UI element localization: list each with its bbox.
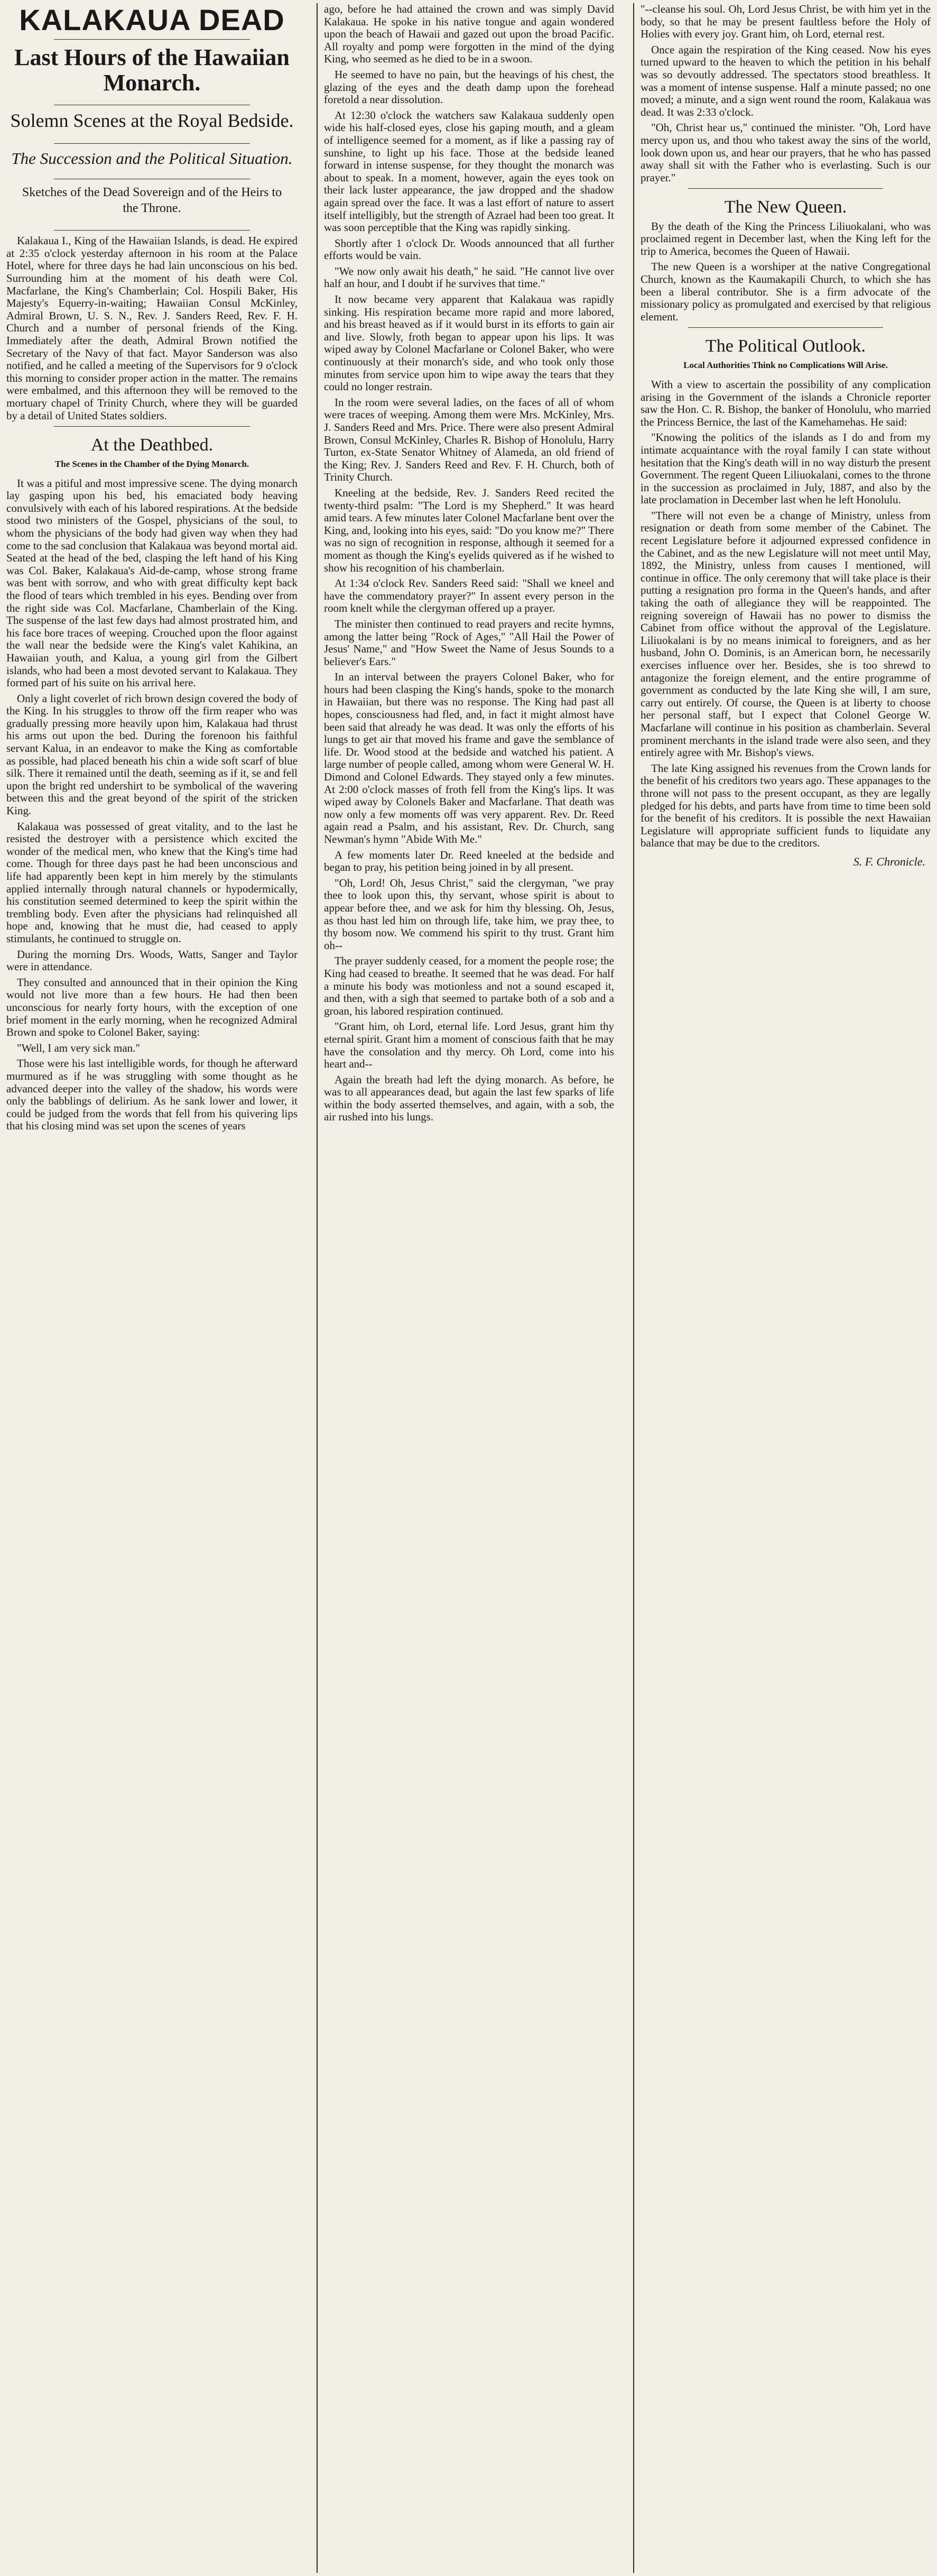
divider — [688, 327, 883, 328]
paragraph: It was a pitiful and most impressive scene. The dying monarch lay gasping upon his bed, his emaciated body heaving convulsively with each of his labored respirations. At the bedside stood two ministers of the Gospel, physicians of the soul, to whom the physicians of the body had given way when they had come to the sad conclusion that Kalakaua was beyond mortal aid. Seated at the head of the bed, clasping the left hand of his King was Col. Baker, Kalakaua's Aid-de-camp, whose strong frame was bent with sorrow, and who with great difficulty kept back the flood of tears which trembled in his eyes. Bending over from the right side was Col. Macfarlane, Chamberlain of the King. The suspense of the last few days had almost prostrated him, and his face bore traces of weeping. Crouched upon the floor against the wall near the bedside were the King's valet Kahikina, an Hawaiian youth, and Kalua, a young girl from the Gilbert islands, who had been a most devoted servant to Kalakaua. They formed part of his suite on his arrival here. — [6, 476, 298, 689]
paragraph: Once again the respiration of the King ceased. Now his eyes turned upward to the heaven to which the petition in his behalf was so devoutly addressed. The spectators stood breathless. It was a moment of intense suspense. Half a minute passed; no one moved; a minute, and a sign went round the room, Kalakaua was dead. It was 2:33 o'clock. — [641, 43, 931, 118]
paragraph: The minister then continued to read prayers and recite hymns, among the latter being "Rock of Ages," "All Hail the Power of Jesus' Name," and "How Sweet the Name of Jesus Sounds to a believer's Ears." — [324, 617, 614, 668]
paragraph: Kalakaua I., King of the Hawaiian Islands, is dead. He expired at 2:35 o'clock yesterday afternoon in his room at the Palace Hotel, where for three days he had lain unconscious on his bed. Surrounding him at the moment of his death were Col. Macfarlane, the King's Chamberlain; Col. Hospili Baker, His Majesty's Equerry-in-waiting; Hawaiian Consul McKinley, Admiral Brown, U. S. N., Rev. J. Sanders Reed, Rev. F. H. Church and a number of personal friends of the King. Immediately after the death, Admiral Brown notified the Secretary of the Navy of that fact. Mayor Sanderson was also notified, and he called a meeting of the Supervisors for 9 o'clock this morning to consider proper action in the matter. The remains were embalmed, and this afternoon they will be removed to the mortuary chapel of Trinity Church, where they will be guarded by a detail of United States soldiers. — [6, 234, 298, 422]
divider — [54, 39, 250, 40]
column-3 — [633, 3, 937, 2573]
source-credit: S. F. Chronicle. — [853, 854, 925, 868]
headline-deck-2: Solemn Scenes at the Royal Bedside. — [10, 110, 294, 132]
paragraph: Shortly after 1 o'clock Dr. Woods announced that all further efforts would be vain. — [324, 236, 614, 262]
paragraph: By the death of the King the Princess Liliuokalani, who was proclaimed regent in December last, when the King left for the trip to America, becomes the Queen of Hawaii. — [641, 219, 931, 257]
column-2 — [317, 3, 620, 2573]
paragraph: The late King assigned his revenues from the Crown lands for the benefit of his creditors two years ago. These appanages to the throne will not pass to the present occupant, as they are legally pledged for his debts, and parts have from time to time been sold for the benefit of his creditors. It is possible the next Hawaiian Legislature will appropriate sufficient funds to liquidate any balance that may be due to the creditors. — [641, 761, 931, 850]
paragraph: The new Queen is a worshiper at the native Congregational Church, known as the Kaumakapili Church, to which she has been a liberal contributor. She is a firm advocate of the missionary policy as promulgated and exercised by that religious element. — [641, 260, 931, 323]
paragraph: Those were his last intelligible words, for though he afterward murmured as if he was struggling with some thought as he advanced deeper into the valley of the shadow, his words were only the babblings of delirium. As he sank lower and lower, it could be judged from the words that fell from his quivering lips that his closing mind was set upon the scenes of years — [6, 1057, 298, 1133]
paragraph: ago, before he had attained the crown and was simply David Kalakaua. He spoke in his native tongue and again wondered upon the beach of Hawaii and gazed out upon the broad Pacific. All royalty and pomp were forgotten in the mind of the dying King, who seemed as he died to be in a swoon. — [324, 3, 614, 66]
paragraph: At 1:34 o'clock Rev. Sanders Reed said: "Shall we kneel and have the commendatory prayer?" In assent every person in the room knelt while the clergyman offered up a prayer. — [324, 577, 614, 615]
paragraph: "Oh, Lord! Oh, Jesus Christ," said the clergyman, "we pray thee to look upon this, thy servant, whose spirit is about to appear before thee, and we ask for him thy blessing. Oh, Jesus, as thou hast led him on through life, take him, we pray thee, to thy bosom now. We commend his spirit to thy trust. Grant him oh-- — [324, 876, 614, 952]
paragraph: Kalakaua was possessed of great vitality, and to the last he resisted the destroyer with a persistence which excited the wonder of the medical men, who knew that the King's time had come. Though for three days past he had been unconscious and life had apparently been kept in him merely by the stimulants applied internally through natural channels or hypodermically, his constitution seemed determined to keep the spirit within the trembling body. Even after the physicians had relinquished all hope and, knowing that he must die, had ceased to apply stimulants, he continued to struggle on. — [6, 820, 298, 945]
paragraph: At 12:30 o'clock the watchers saw Kalakaua suddenly open wide his half-closed eyes, close his gaping mouth, and a gleam of intelligence seemed for a moment, as if like a passing ray of sunshine, to light up his face. Those at the bedside leaned forward in intense suspense, for they thought the monarch was about to speak. In a moment, however, again the eyes took on their lack luster appearance, the jaw dropped and the shadow again spread over the face. It was a last effort of nature to assert itself intelligibly, but the strength of Azrael had been too great. It was soon perceptible that the King was rapidly sinking. — [324, 108, 614, 234]
paragraph: The prayer suddenly ceased, for a moment the people rose; the King had ceased to breathe. It seemed that he was dead. For half a minute his body was motionless and not a sound escaped it, and then, with a sigh that seemed to partake both of a sob and a groan, his labored respiration continued. — [324, 954, 614, 1017]
paragraph: Only a light coverlet of rich brown design covered the body of the King. In his struggles to throw off the firm reaper who was gradually pressing more heavily upon him, Kalakaua had thrust his arms out upon the bed. During the forenoon his faithful servant Kalua, in an endeavor to make the King as comfortable as possible, had placed beneath his chin a wide soft scarf of blue silk. There it remained until the death, seeming as if it, se and fell upon the bright red undershirt to be symbolical of the wavering between this and the great beyond of the spirit of the stricken King. — [6, 692, 298, 817]
paragraph: He seemed to have no pain, but the heavings of his chest, the glazing of the eyes and the death damp upon the forehead foretold a near dissolution. — [324, 68, 614, 106]
subheading-deathbed: At the Deathbed. — [90, 435, 214, 455]
paragraph: During the morning Drs. Woods, Watts, Sanger and Taylor were in attendance. — [6, 947, 298, 973]
divider — [688, 188, 883, 189]
paragraph: With a view to ascertain the possibility of any complication arising in the Government of the islands a Chronicle reporter saw the Hon. C. R. Bishop, the banker of Honolulu, who married the Princess Bernice, the last of the Kamehamehas. He said: — [641, 378, 931, 428]
paragraph: It now became very apparent that Kalakaua was rapidly sinking. His respiration became more rapid and more labored, and his breast heaved as if it would burst in its efforts to gain air and live. Slowly, froth began to appear upon his lips. It was wiped away by Colonel Macfarlane or Colonel Baker, who were continuously at their monarch's side, and who took only those minutes from service upon him to wipe away the tears that they could no longer restrain. — [324, 293, 614, 393]
subheading-political-outlook-deck: Local Authorities Think no Complications Will Arise. — [683, 360, 888, 370]
paragraph: "Oh, Christ hear us," continued the minister. "Oh, Lord have mercy upon us, and thou who takest away the sins of the world, look down upon us, and hear our prayers, that he who has passed away shall sit with the Father who is everlasting. Such is our prayer." — [641, 121, 931, 184]
column-1 — [0, 3, 304, 2573]
paragraph: "We now only await his death," he said. "He cannot live over half an hour, and I doubt if he survives that time." — [324, 264, 614, 290]
paragraph: "--cleanse his soul. Oh, Lord Jesus Christ, be with him yet in the body, so that he may be present faultless before the Holy of Holies with every joy. Grant him, oh Lord, eternal rest. — [641, 3, 931, 41]
subheading-new-queen: The New Queen. — [724, 197, 847, 217]
paragraph: "Grant him, oh Lord, eternal life. Lord Jesus, grant him thy eternal spirit. Grant him a moment of conscious faith that he may have the consolation and thy mercy. Oh Lord, come into his heart and-- — [324, 1020, 614, 1071]
paragraph: Again the breath had left the dying monarch. As before, he was to all appearances dead, but again the last few sparks of life within the body asserted themselves, and again, with a sob, the air rushed into his lungs. — [324, 1073, 614, 1124]
divider — [54, 426, 250, 427]
paragraph: In an interval between the prayers Colonel Baker, who for hours had been clasping the King's hands, spoke to the monarch in Hawaiian, but there was no response. The King had past all hopes, consciousness had fled, and, in fact it might almost have been said that already he was dead. It was only the efforts of his lungs to get air that moved his frame and gave the semblance of life. Dr. Wood stood at the bedside and watched his patient. A large number of people called, among whom were General W. H. Dimond and Colonel Edwards. They stayed only a few minutes. At 2:00 o'clock masses of froth fell from the King's lips. It was wiped away by Colonels Baker and Macfarlane. That death was now only a few moments off was very apparent. Rev. Dr. Reed again read a Psalm, and his assistant, Rev. Dr. Church, sang Newman's hymn "Abide With Me." — [324, 670, 614, 845]
paragraph: "There will not even be a change of Ministry, unless from resignation or death from some member of the Cabinet. The recent Legislature before it adjourned expressed confidence in the Cabinet, and as the new Legislature will not meet until May, 1892, the Ministry, unless from causes I mentioned, will continue in office. The only ceremony that will take place is their putting a resignation pro forma in the Queen's hands, and after taking the oath of allegiance they will be reappointed. The reigning sovereign of Hawaii has no power to dismiss the Cabinet from office without the approval of the Legislature. Liliuokalani is by no means inimical to foreigners, and as her husband, John O. Dominis, is an American born, he necessarily exercises influence over her. Besides, she is too shrewd to antagonize the foreign element, and the entire programme of government as conducted by the late King she will, I am sure, carry out entirely. Of course, the Queen is at liberty to choose her personal staff, but I expect that Colonel George W. Macfarlane will continue in his position as chamberlain. Several prominent merchants in the island trade were also seen, and they entirely agree with Mr. Bishop's views. — [641, 509, 931, 759]
paragraph: Kneeling at the bedside, Rev. J. Sanders Reed recited the twenty-third psalm: "The Lord is my Shepherd." It was heard amid tears. A few minutes later Colonel Macfarlane bent over the King, and, looking into his eyes, said: "Do you know me?" There was no sign of recognition in response, although it seemed for a moment as though the King's eyelids quivered as if he wished to show his recognition of his chamberlain. — [324, 486, 614, 574]
paragraph: A few moments later Dr. Reed kneeled at the bedside and began to pray, his petition being joined in by all present. — [324, 848, 614, 874]
paragraph: "Well, I am very sick man." — [17, 1041, 140, 1054]
headline-deck-1: Last Hours of the Hawaiian Monarch. — [14, 44, 290, 96]
divider — [54, 143, 250, 144]
headline-deck-4: Sketches of the Dead Sovereign and of the Heirs to the Throne. — [22, 186, 282, 216]
paragraph: In the room were several ladies, on the faces of all of whom were traces of weeping. Among them were Mrs. McKinley, Mrs. J. Sanders Reed and Mrs. Price. There were also present Admiral Brown, Consul McKinley, Charles R. Bishop of Honolulu, Harry Turton, ex-State Senator Whitney of Alameda, an old friend of the King; Rev. J. Sanders Reed and Rev. F. H. Church, both of Trinity Church. — [324, 395, 614, 484]
subheading-deathbed-deck: The Scenes in the Chamber of the Dying Monarch. — [54, 458, 249, 469]
paragraph: They consulted and announced that in their opinion the King would not live more than a few hours. He had then been unconscious for nearly forty hours, with the exception of one brief moment in the early morning, when he recognized Admiral Brown and spoke to Colonel Baker, saying: — [6, 976, 298, 1039]
banner-headline: KALAKAUA DEAD — [19, 3, 285, 36]
divider — [54, 230, 250, 231]
headline-deck-3: The Succession and the Political Situation. — [11, 149, 293, 168]
subheading-political-outlook: The Political Outlook. — [705, 336, 866, 356]
paragraph: "Knowing the politics of the islands as I do and from my intimate acquaintance with the royal family I can state without hesitation that the King's death will in no way disturb the present Government. The regent Queen Liliuokalani, comes to the throne in the succession as proclaimed in July, 1887, and also by the late proclamation in December last when he left Honolulu. — [641, 431, 931, 507]
